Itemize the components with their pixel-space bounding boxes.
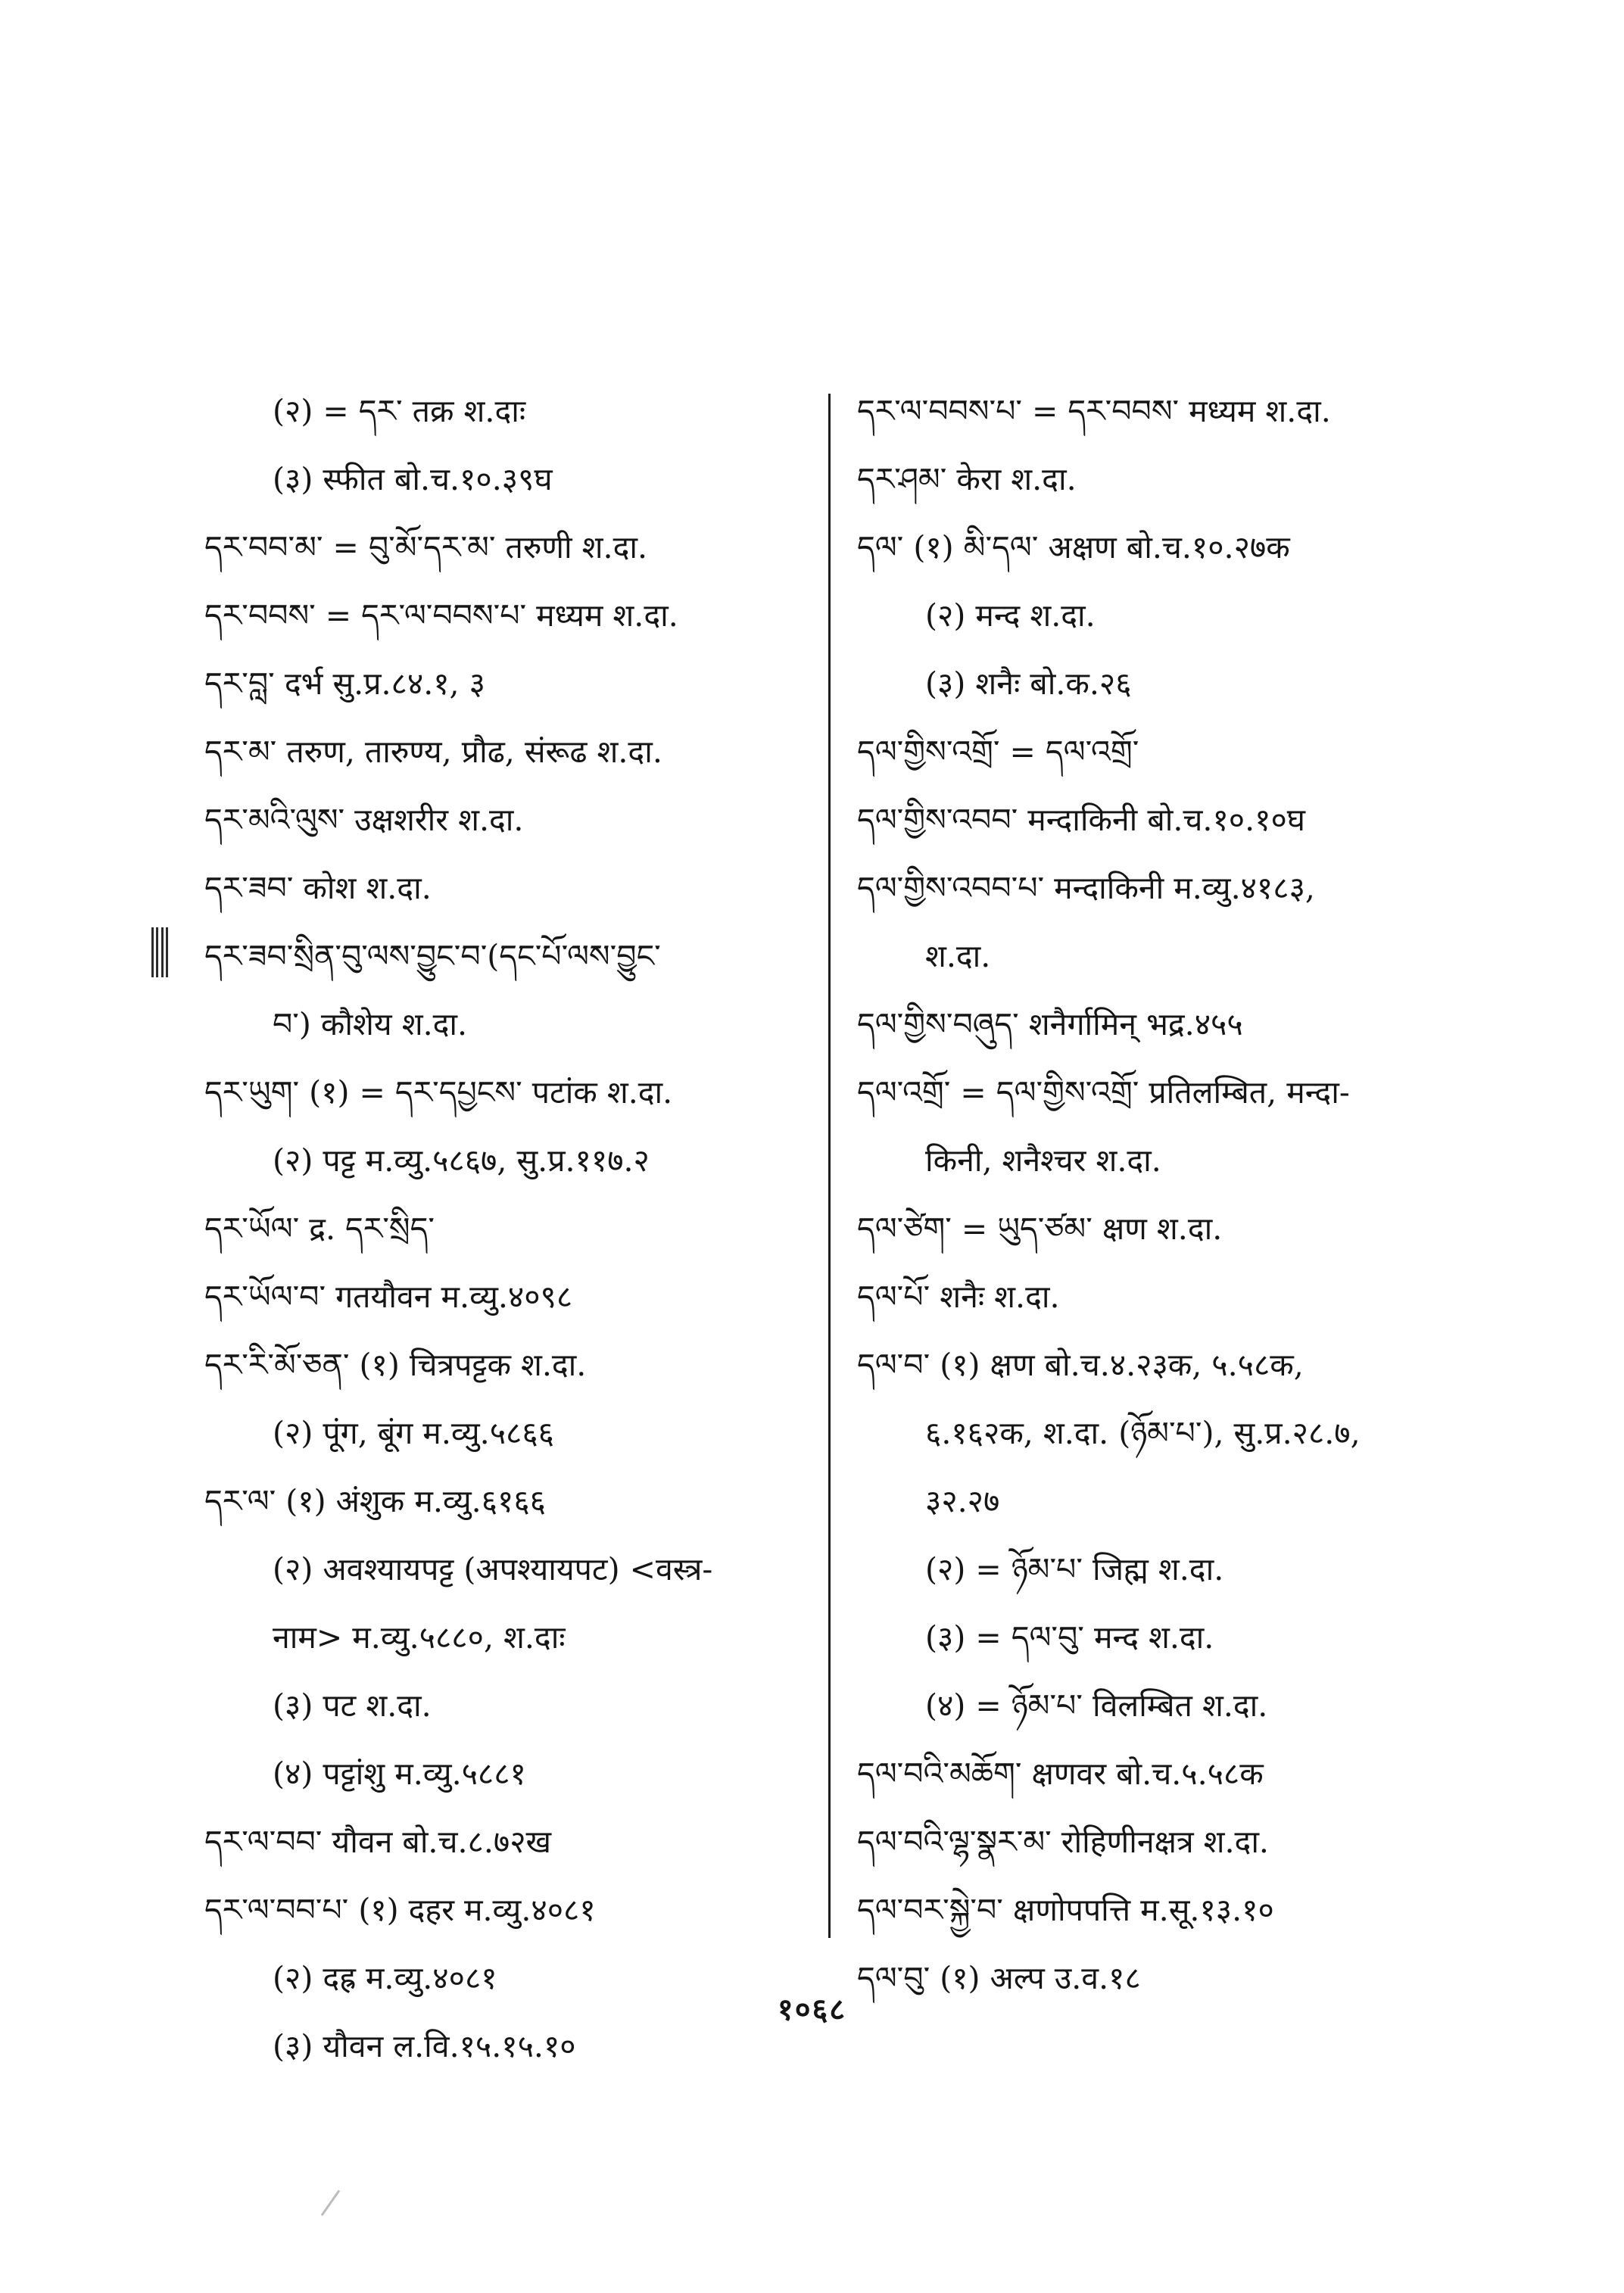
entry-continuation: (२) दह्र म.व्यु.४०८१ xyxy=(273,1960,497,1996)
dictionary-entry: དར་རི་མོ་ཅན་ (१) चित्रपट्टक श.दा. xyxy=(204,1347,587,1383)
dictionary-entry: དར་བབ་མ་ = བུ་མོ་དར་མ་ तरुणी श.दा. xyxy=(204,529,647,565)
dictionary-entry: དར་མ་ तरुण, तारुण्य, प्रौढ, संरूढ श.दा. xyxy=(204,734,662,770)
right-column xyxy=(857,377,1478,2012)
entry-continuation: (२) मन्द श.दा. xyxy=(925,597,1096,634)
entry-continuation: (३) यौवन ल.वि.१५.१५.१० xyxy=(273,2028,576,2064)
entry-continuation: (२) अवश्यायपट्ट (अपश्यायपट) <वस्त्र- xyxy=(273,1551,713,1587)
scan-speck xyxy=(321,2190,340,2216)
dictionary-entry: དལ་གྱིས་འབབ་ मन्दाकिनी बो.च.१०.१०घ xyxy=(857,802,1306,838)
dictionary-entry: དལ་འགྲོ་ = དལ་གྱིས་འགྲོ་ प्रतिलम्बित, मन्दा- xyxy=(857,1074,1350,1111)
entry-continuation: (२) = དར་ तक्र श.दाः xyxy=(273,393,526,429)
dictionary-entry: དལ་ (१) མི་དལ་ अक्षण बो.च.१०.२७क xyxy=(857,529,1290,565)
dictionary-entry: དལ་གྱིས་འབབ་པ་ मन्दाकिनी म.व्यु.४१८३, xyxy=(857,870,1315,906)
dictionary-entry: དལ་བ་ (१) क्षण बो.च.४.२३क, ५.५८क, xyxy=(857,1347,1304,1383)
entry-continuation: ३२.२७ xyxy=(925,1483,1000,1519)
left-column xyxy=(204,377,818,2080)
page-number: १०६८ xyxy=(777,1992,847,2027)
dictionary-entry: དལ་གྱིས་འགྲོ་ = དལ་འགྲོ་ xyxy=(857,734,1139,770)
entry-continuation: ६.१६२क, श.दा. (ཉོམ་པ་), सु.प्र.२८.७, xyxy=(925,1415,1361,1451)
entry-continuation: (२) पूंग, बूंग म.व्यु.५८६६ xyxy=(273,1415,554,1451)
entry-continuation: (३) पट श.दा. xyxy=(273,1687,432,1724)
dictionary-entry: དལ་བའི་ལྷ་སྣར་མ་ रोहिणीनक्षत्र श.दा. xyxy=(857,1824,1269,1860)
dictionary-entry: དར་ཤམ་ केरा श.दा. xyxy=(857,461,1077,497)
entry-continuation: བ་) कौशेय श.दा. xyxy=(273,1006,468,1042)
margin-mark-icon xyxy=(151,927,168,977)
dictionary-entry: དལ་བར་སྐྱེ་བ་ क्षणोपपत्ति म.सू.१३.१० xyxy=(857,1892,1274,1928)
entry-continuation: श.दा. xyxy=(925,938,991,974)
dictionary-entry: དར་ཡོལ་ द्र. དར་སྲིད་ xyxy=(204,1210,435,1247)
dictionary-entry: དལ་ཙེག་ = ཡུད་ཙམ་ क्षण श.दा. xyxy=(857,1210,1223,1247)
entry-continuation: (३) स्फीत बो.च.१०.३९घ xyxy=(273,461,553,497)
dictionary-entry: དལ་གྱིས་བཞུད་ शनैर्गामिन् भद्र.४५५ xyxy=(857,1006,1243,1042)
entry-continuation: (४) पट्टांशु म.व्यु.५८८१ xyxy=(273,1756,526,1792)
dictionary-entry: དར་ཟབ་སྲིན་བུ་ལས་བྱུང་བ་(དང་པོ་ལས་བྱུང་ xyxy=(204,938,661,974)
dictionary-entry: དལ་པོ་ शनैः श.दा. xyxy=(857,1279,1060,1315)
dictionary-entry: དར་ལ་ (१) अंशुक म.व्यु.६१६६ xyxy=(204,1483,546,1519)
dictionary-entry: དར་མའི་ལུས་ उक्षशरीर श.दा. xyxy=(204,802,524,838)
entry-continuation: किनी, शनैश्चर श.दा. xyxy=(925,1142,1161,1179)
dictionary-entry: དར་ཟབ་ कोश श.दा. xyxy=(204,870,432,906)
column-divider xyxy=(828,394,831,1938)
entry-continuation: (२) पट्ट म.व्यु.५८६७, सु.प्र.११७.२ xyxy=(273,1142,650,1179)
dictionary-entry: དར་ལ་བབ་ यौवन बो.च.८.७२ख xyxy=(204,1824,552,1860)
dictionary-entry: དར་ལ་བབ་པ་ (१) दहर म.व्यु.४०८१ xyxy=(204,1892,596,1928)
entry-continuation: (३) = དལ་བུ་ मन्द श.दा. xyxy=(925,1619,1214,1656)
dictionary-entry: དལ་བའི་མཆོག་ क्षणवर बो.च.५.५८क xyxy=(857,1756,1264,1792)
entry-continuation: (२) = ཉོམ་པ་ जिह्म श.दा. xyxy=(925,1551,1224,1587)
dictionary-entry: དལ་བུ་ (१) अल्प उ.व.१८ xyxy=(857,1960,1141,1996)
dictionary-entry: དར་ཡོལ་བ་ गतयौवन म.व्यु.४०९८ xyxy=(204,1279,573,1315)
dictionary-entry: དར་ལ་བབས་པ་ = དར་བབས་ मध्यम श.दा. xyxy=(857,393,1331,429)
dictionary-entry: དར་བླ་ दर्भ सु.प्र.८४.१, ३ xyxy=(204,665,485,702)
dictionary-entry: དར་བབས་ = དར་ལ་བབས་པ་ मध्यम श.दा. xyxy=(204,597,678,634)
entry-continuation: (४) = ཉོམ་པ་ विलम्बित श.दा. xyxy=(925,1687,1268,1724)
entry-continuation: (३) शनैः बो.क.२६ xyxy=(925,665,1132,702)
dictionary-entry: དར་ཡུག་ (१) = དར་དཔྱངས་ पटांक श.दा. xyxy=(204,1074,673,1111)
entry-continuation: नाम> म.व्यु.५८८०, श.दाः xyxy=(273,1619,566,1656)
